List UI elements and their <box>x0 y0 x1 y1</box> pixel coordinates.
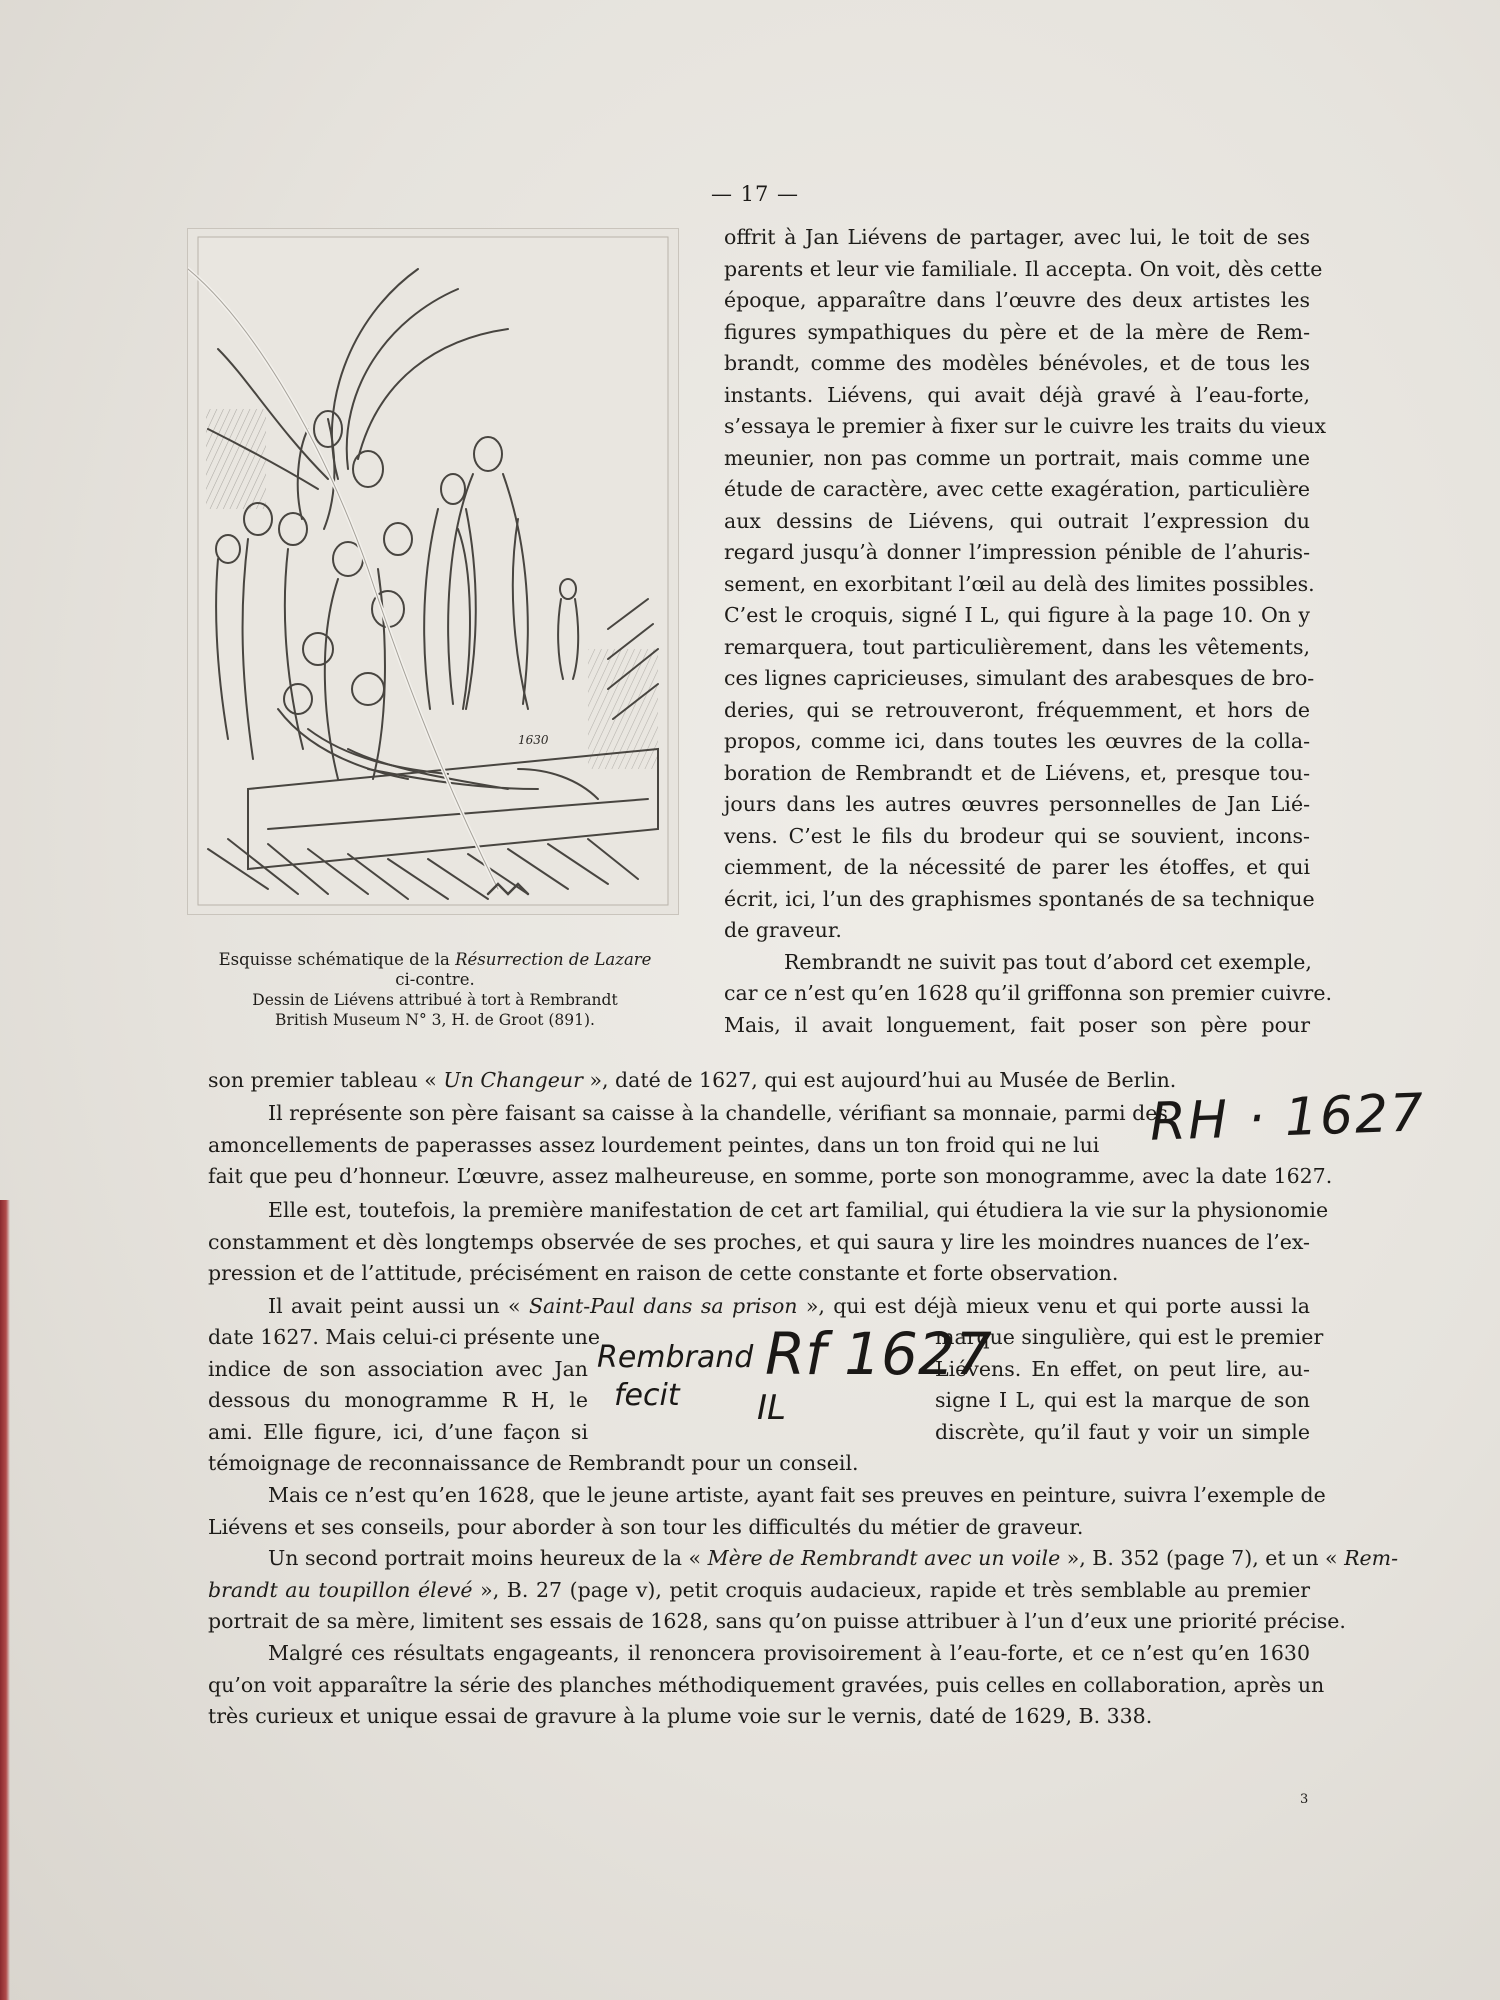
text-span: son premier tableau « <box>208 1068 444 1092</box>
text-line: constamment et dès longtemps observée de ses proches, et qui saura y lire les moindres nuances de l’ex- <box>208 1229 1310 1254</box>
text-line: pression et de l’attitude, précisément en raison de cette constante et forte observation. <box>208 1261 1119 1285</box>
text-line: Liévens. En effet, on peut lire, au- <box>935 1356 1310 1381</box>
text-line: qu’on voit apparaître la série des planches méthodiquement gravées, puis celles en collaboration, après un <box>208 1672 1325 1697</box>
text-line: Elle est, toutefois, la première manifestation de cet art familial, qui étudiera la vie sur la physionomie <box>268 1198 1329 1222</box>
saint-paul-left-lines <box>208 1322 600 1448</box>
text-line: date 1627. Mais celui-ci présente une <box>208 1325 600 1349</box>
column-line: sement, en exorbitant l’œil au delà des limites possibles. <box>724 571 1315 596</box>
column-line: car ce n’est qu’en 1628 qu’il griffonna son premier cuivre. <box>724 981 1333 1005</box>
column-line: vens. C’est le fils du brodeur qui se souvient, incons- <box>724 823 1310 848</box>
work-title: brandt au toupillon élevé <box>208 1577 473 1602</box>
text-line <box>208 1543 1399 1575</box>
paragraph-1630 <box>208 1638 1325 1733</box>
sketch-drawing <box>188 229 678 914</box>
text-line: Il représente son père faisant sa caisse à la chandelle, vérifiant sa monnaie, parmi des <box>268 1101 1168 1125</box>
text-line: dessous du monogramme R H, le <box>208 1388 588 1412</box>
text-line: Malgré ces résultats engageants, il renoncera provisoirement à l’eau-forte, et ce n’est qu’en 1630 <box>268 1641 1310 1665</box>
text-line: portrait de sa mère, limitent ses essais de 1628, sans qu’on puisse attribuer à l’un d’eux une priorité précise. <box>208 1609 1346 1633</box>
paragraph-second-portrait <box>208 1543 1399 1638</box>
work-title: Rem- <box>1344 1546 1399 1570</box>
text-span: Il avait peint aussi un « <box>268 1294 529 1318</box>
column-line: figures sympathiques du père et de la mère de Rem- <box>724 319 1310 344</box>
text-line: Mais ce n’est qu’en 1628, que le jeune artiste, ayant fait ses preuves en peinture, suivra l’exemple de <box>268 1483 1326 1507</box>
column-line: parents et leur vie familiale. Il accepta. On voit, dès cette <box>724 256 1323 281</box>
column-line: C’est le croquis, signé I L, qui figure à la page 10. On y <box>724 603 1310 627</box>
page-number: — 17 — <box>710 182 800 206</box>
text-line: Liévens et ses conseils, pour aborder à son tour les difficultés du métier de graveur. <box>208 1514 1084 1539</box>
column-line: meunier, non pas comme un portrait, mais comme une <box>724 445 1310 470</box>
caption-line-3: Dessin de Liévens attribué à tort à Rembrandt <box>252 991 618 1009</box>
caption-prefix: Esquisse schématique de la <box>218 950 456 969</box>
sketch-illustration <box>187 228 679 915</box>
monogram-il: IL <box>757 1388 786 1428</box>
column-line: époque, apparaître dans l’œuvre des deux artistes les <box>724 288 1310 312</box>
text-line <box>208 1065 1310 1097</box>
painting-title: Saint-Paul dans sa prison <box>528 1294 798 1318</box>
column-line: Mais, il avait longuement, fait poser son père pour <box>724 1012 1310 1037</box>
column-line: écrit, ici, l’un des graphismes spontanés de sa technique <box>724 886 1315 911</box>
text-line: très curieux et unique essai de gravure à la plume voie sur le vernis, daté de 1629, B. 338. <box>208 1704 1153 1728</box>
text-line: amoncellements de paperasses assez lourdement peintes, dans un ton froid qui ne lui <box>208 1132 1100 1157</box>
column-line: Rembrandt ne suivit pas tout d’abord cet exemple, <box>784 949 1312 974</box>
column-line: propos, comme ici, dans toutes les œuvres de la colla- <box>724 729 1310 753</box>
column-line: ciemment, de la nécessité de parer les étoffes, et qui <box>724 855 1310 879</box>
column-line: deries, qui se retrouveront, fréquemment, et hors de <box>724 697 1310 722</box>
text-line: fait que peu d’honneur. L’œuvre, assez malheureuse, en somme, porte son monogramme, avec la date 1627. <box>208 1164 1333 1188</box>
column-line: aux dessins de Liévens, qui outrait l’expression du <box>724 508 1310 533</box>
page-edge <box>0 1200 10 2000</box>
column-line: remarquera, tout particulièrement, dans les vêtements, <box>724 634 1310 659</box>
text-span: », B. 27 (page v), petit croquis audacieux, rapide et très semblable au premier <box>472 1577 1310 1602</box>
column-paragraph-1 <box>724 222 1327 947</box>
paragraph-temoignage <box>208 1448 1310 1480</box>
signature-rembrand: Rembrand <box>597 1340 754 1375</box>
text-line: indice de son association avec Jan <box>208 1356 588 1381</box>
text-line: signe I L, qui est la marque de son <box>935 1388 1310 1412</box>
column-line: regard jusqu’à donner l’impression pénible de l’ahuris- <box>724 540 1310 564</box>
signature-fecit: fecit <box>614 1378 680 1413</box>
right-column-text <box>724 222 1333 1041</box>
text-span: », B. 352 (page 7), et un « <box>1060 1546 1345 1570</box>
full-width-text-1 <box>208 1065 1310 1097</box>
sketch-date: 1630 <box>518 733 549 747</box>
text-span: », daté de 1627, qui est aujourd’hui au Musée de Berlin. <box>582 1068 1177 1092</box>
column-line: instants. Liévens, qui avait déjà gravé à l’eau-forte, <box>724 382 1310 407</box>
column-line: ces lignes capricieuses, simulant des arabesques de bro- <box>724 666 1315 690</box>
column-line: offrit à Jan Liévens de partager, avec lui, le toit de ses <box>724 225 1310 249</box>
work-title: Mère de Rembrandt avec un voile <box>707 1546 1061 1570</box>
caption-line-2: ci-contre. <box>395 970 475 989</box>
column-line: boration de Rembrandt et de Liévens, et, presque tou- <box>724 760 1310 785</box>
text-span: », qui est déjà mieux venu et qui porte aussi la <box>797 1294 1311 1318</box>
text-line <box>208 1575 1310 1607</box>
column-line: jours dans les autres œuvres personnelles de Jan Lié- <box>724 792 1310 816</box>
text-span: Un second portrait moins heureux de la « <box>268 1546 708 1570</box>
paragraph-art-familial <box>208 1195 1329 1290</box>
caption-line-1 <box>190 950 680 970</box>
text-line: témoignage de reconnaissance de Rembrandt pour un conseil. <box>208 1451 859 1475</box>
monogram-rf-1627: Rf 1627 <box>765 1320 992 1388</box>
painting-title: Un Changeur <box>443 1068 583 1092</box>
text-line <box>208 1291 1310 1323</box>
monogram-rh-1627: RH · 1627 <box>1149 1083 1427 1153</box>
paragraph-1628 <box>208 1480 1326 1543</box>
folio-number: 3 <box>1300 1792 1309 1807</box>
text-line: discrète, qu’il faut y voir un simple <box>935 1419 1310 1444</box>
caption-line-4: British Museum N° 3, H. de Groot (891). <box>275 1011 595 1029</box>
text-line: ami. Elle figure, ici, d’une façon si <box>208 1419 588 1444</box>
figure-caption <box>190 950 680 1030</box>
caption-title: Résurrection de Lazare <box>455 950 652 969</box>
column-line: étude de caractère, avec cette exagération, particulière <box>724 477 1310 501</box>
column-line: brandt, comme des modèles bénévoles, et de tous les <box>724 351 1310 375</box>
column-line: de graveur. <box>724 918 842 942</box>
column-line: s’essaya le premier à fixer sur le cuivre les traits du vieux <box>724 414 1327 438</box>
paragraph-saint-paul <box>208 1291 1310 1323</box>
column-paragraph-2 <box>724 947 1333 1042</box>
text-line: marque singulière, qui est le premier <box>935 1325 1324 1349</box>
